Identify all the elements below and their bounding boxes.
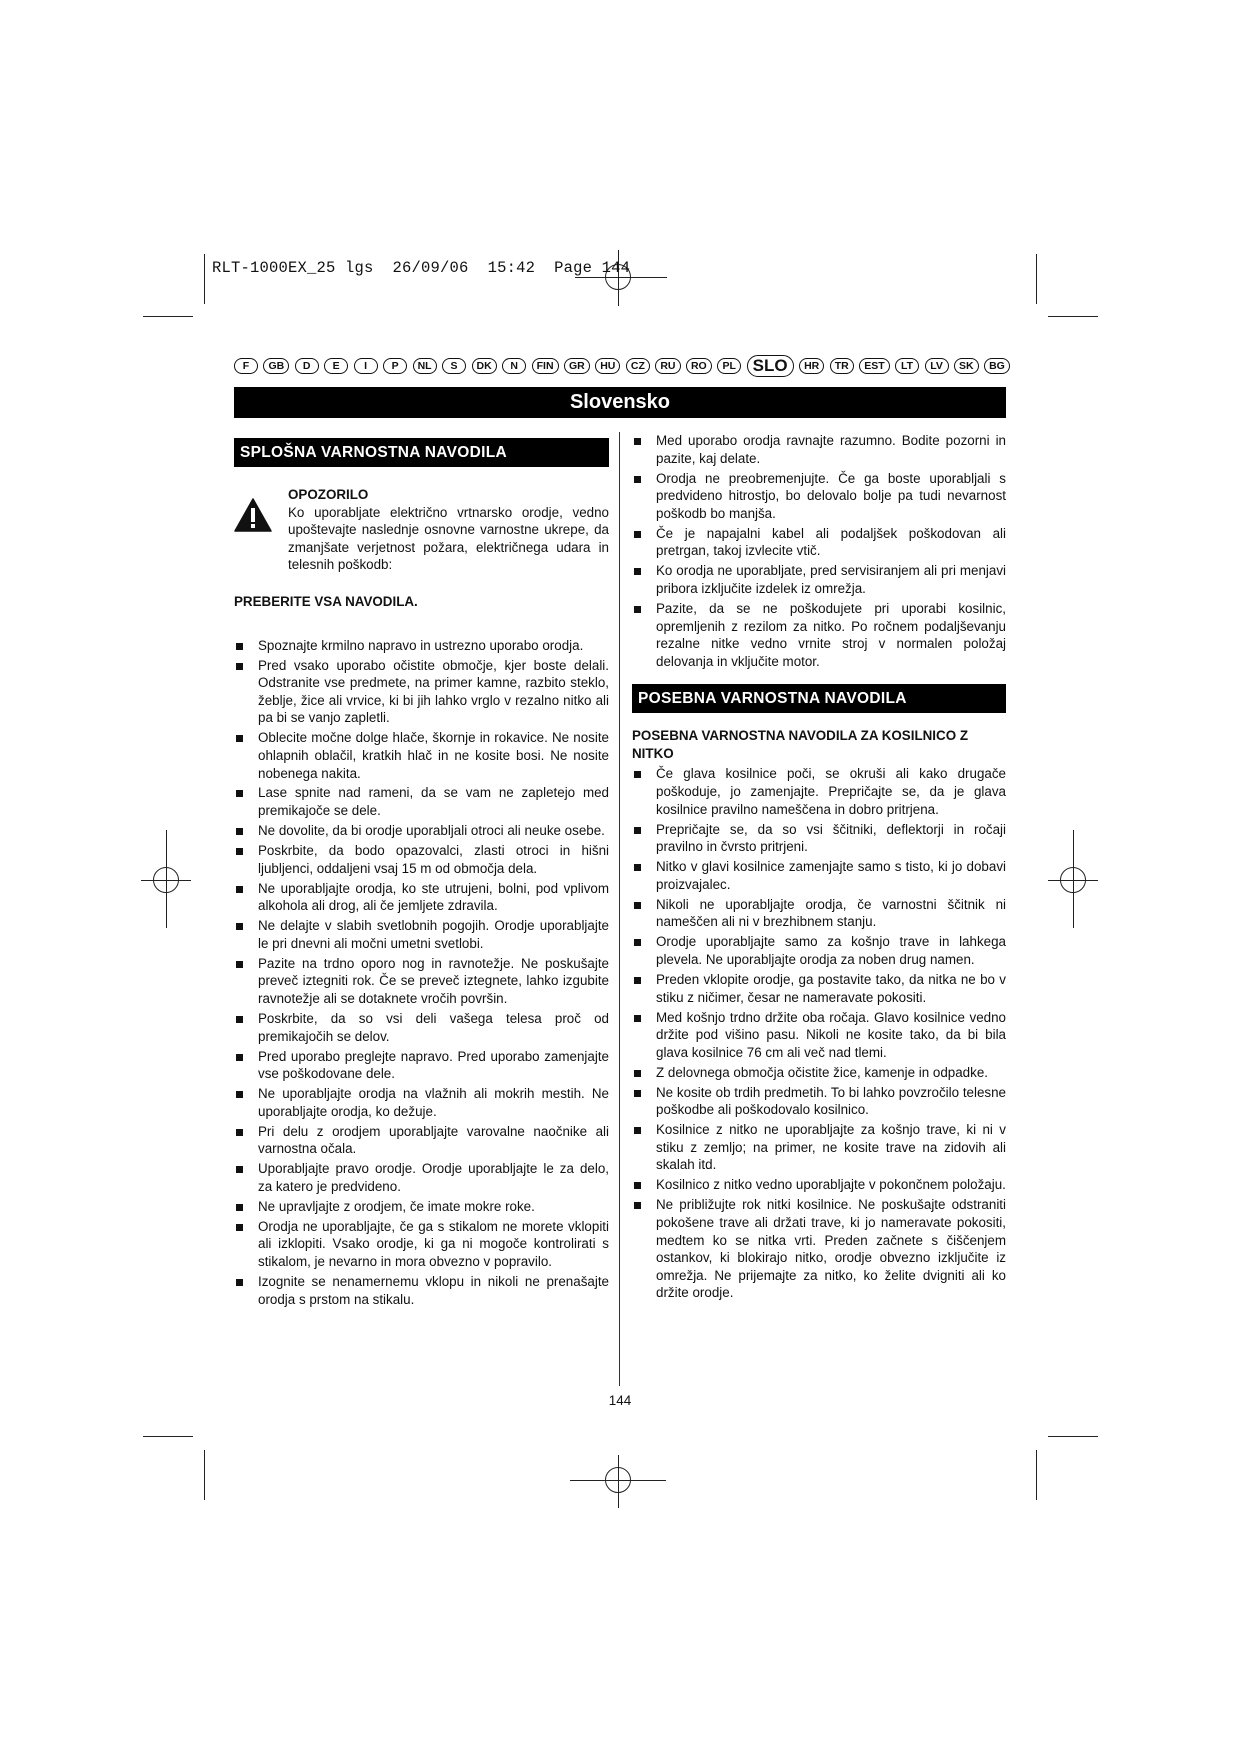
list-item: Prepričajte se, da so vsi ščitniki, deflektorji in ročaji pravilno in čvrsto pritrjeni. [632, 821, 1006, 856]
warning-text: Ko uporabljate električno vrtnarsko orodje, vedno upoštevajte naslednje osnovne varnostne ukrepe, da zmanjšate verjetnost požara, električnega udara in telesnih poškodb: [288, 504, 609, 573]
language-tab-hr: HR [799, 358, 824, 374]
list-item: Kosilnico z nitko vedno uporabljajte v pokončnem položaju. [632, 1176, 1006, 1194]
language-tab-nl: NL [413, 358, 437, 374]
right-column [632, 432, 1006, 1304]
language-banner: Slovensko [234, 387, 1006, 418]
crop-mark [1036, 1450, 1037, 1500]
crop-mark [1048, 316, 1098, 317]
language-tab-gr: GR [564, 358, 590, 374]
list-item: Nitko v glavi kosilnice zamenjajte samo s tisto, ki jo dobavi proizvajalec. [632, 858, 1006, 893]
list-item: Poskrbite, da bodo opazovalci, zlasti otroci in hišni ljubljenci, oddaljeni vsaj 15 m od območja dela. [234, 842, 609, 877]
list-item: Med košnjo trdno držite oba ročaja. Glavo kosilnice vedno držite pod višino pasu. Nikoli ne kosite tako, da bi bila glava kosilnice 76 cm ali več nad tlemi. [632, 1009, 1006, 1062]
list-item: Če glava kosilnice poči, se okruši ali kako drugače poškoduje, jo zamenjajte. Prepričajte se, da je glava kosilnice pravilno nameščena in dobro pritrjena. [632, 765, 1006, 818]
list-item: Pred uporabo preglejte napravo. Pred uporabo zamenjajte vse poškodovane dele. [234, 1048, 609, 1083]
list-item: Orodja ne uporabljajte, če ga s stikalom ne morete vklopiti ali izklopiti. Vsako orodje, ki ga ni mogoče kontrolirati s stikalom, je nevarno in mora obvezno v popravilo. [234, 1218, 609, 1271]
slug-date: 26/09/06 [392, 259, 469, 277]
language-tab-f: F [234, 358, 258, 374]
language-tab-cz: CZ [626, 358, 650, 374]
language-tab-pl: PL [717, 358, 741, 374]
section-heading-specific: POSEBNA VARNOSTNA NAVODILA [632, 684, 1006, 713]
read-all-instructions: PREBERITE VSA NAVODILA. [234, 593, 418, 609]
language-tab-hu: HU [595, 358, 620, 374]
list-item: Ne dovolite, da bi orodje uporabljali otroci ali neuke osebe. [234, 822, 609, 840]
list-item: Izognite se nenamernemu vklopu in nikoli ne prenašajte orodja s prstom na stikalu. [234, 1273, 609, 1308]
language-tab-sk: SK [954, 358, 979, 374]
list-item: Lase spnite nad rameni, da se vam ne zapletejo med premikajoče se dele. [234, 784, 609, 819]
list-item: Orodja ne preobremenjujte. Če ga boste uporabljali s predvideno hitrostjo, bo delovalo bolje pa tudi nevarnost poškodb bo manjša. [632, 470, 1006, 523]
language-tab-bg: BG [984, 358, 1010, 374]
language-tab-ro: RO [686, 358, 712, 374]
column-divider [619, 432, 620, 1386]
language-tabs [234, 357, 1010, 375]
print-slug [212, 259, 630, 277]
language-tab-s: S [442, 358, 466, 374]
list-item: Spoznajte krmilno napravo in ustrezno uporabo orodja. [234, 637, 609, 655]
list-item: Pred vsako uporabo očistite območje, kjer boste delali. Odstranite vse predmete, na primer kamne, razbito steklo, žeblje, žice ali vrvice, ki bi jih lahko vrglo v rezalno nitko ali pa bi se vanjo zapletli. [234, 657, 609, 727]
list-item: Nikoli ne uporabljajte orodja, če varnostni ščitnik ni nameščen ali ni v brezhibnem stanju. [632, 896, 1006, 931]
language-tab-fin: FIN [532, 358, 559, 374]
language-tab-est: EST [859, 358, 889, 374]
list-item: Orodje uporabljajte samo za košnjo trave in lahkega plevela. Ne uporabljajte orodja za noben drug namen. [632, 933, 1006, 968]
list-item: Ne uporabljajte orodja, ko ste utrujeni, bolni, pod vplivom alkohola ali drog, ali če jemljete zdravila. [234, 880, 609, 915]
language-tab-lt: LT [895, 358, 919, 374]
list-item: Uporabljajte pravo orodje. Orodje uporabljajte le za delo, za katero je predvideno. [234, 1160, 609, 1195]
list-item: Kosilnice z nitko ne uporabljajte za košnjo trave, ki ni v stiku z zemljo; na primer, ne kosite trave na zidovih ali skalah itd. [632, 1121, 1006, 1174]
list-item: Pazite na trdno oporo nog in ravnotežje. Ne poskušajte preveč iztegniti rok. Če se preveč iztegnete, lahko izgubite ravnotežje ali se dotaknete vročih površin. [234, 955, 609, 1008]
subheading-trimmer: POSEBNA VARNOSTNA NAVODILA ZA KOSILNICO Z NITKO [632, 728, 969, 761]
list-item: Z delovnega območja očistite žice, kamenje in odpadke. [632, 1064, 1006, 1082]
slug-page: Page 144 [554, 259, 631, 277]
left-column [234, 438, 609, 1311]
list-item: Ne uporabljajte orodja na vlažnih ali mokrih mestih. Ne uporabljajte orodja, ko dežuje. [234, 1085, 609, 1120]
language-tab-p: P [383, 358, 407, 374]
list-item: Ne upravljajte z orodjem, če imate mokre roke. [234, 1198, 609, 1216]
list-item: Ko orodja ne uporabljate, pred servisiranjem ali pri menjavi pribora izključite izdelek iz omrežja. [632, 562, 1006, 597]
crop-mark [204, 1450, 205, 1500]
slug-file: RLT-1000EX_25 lgs [212, 259, 374, 277]
trimmer-safety-list [632, 765, 1006, 1302]
warning-title: OPOZORILO [288, 487, 369, 502]
language-tab-n: N [502, 358, 526, 374]
general-safety-list-continued [632, 432, 1006, 670]
crop-mark [1048, 1436, 1098, 1437]
page-number: 144 [608, 1393, 632, 1408]
crop-mark [143, 1436, 193, 1437]
language-tab-d: D [295, 358, 319, 374]
language-tab-dk: DK [472, 358, 497, 374]
list-item: Ne približujte rok nitki kosilnice. Ne poskušajte odstraniti pokošene trave ali držati trave, ki jo nameravate pokositi, medtem ko se nitka vrti. Preden začnete s čiščenjem ostankov, ki blokirajo nitko, orodje obvezno izključite iz omrežja. Ne prijemajte za nitko, ko želite dvigniti ali ko držite orodje. [632, 1196, 1006, 1302]
section-heading-general: SPLOŠNA VARNOSTNA NAVODILA [234, 438, 609, 467]
list-item: Ne delajte v slabih svetlobnih pogojih. Orodje uporabljajte le pri dnevni ali močni umetni svetlobi. [234, 917, 609, 952]
crop-mark [204, 254, 205, 304]
list-item: Oblecite močne dolge hlače, škornje in rokavice. Ne nosite ohlapnih oblačil, kratkih hlač in ne kosite bosi. Ne nosite nobenega nakita. [234, 729, 609, 782]
slug-time: 15:42 [487, 259, 536, 277]
list-item: Poskrbite, da so vsi deli vašega telesa proč od premikajočih se delov. [234, 1010, 609, 1045]
list-item: Pri delu z orodjem uporabljajte varovalne naočnike ali varnostna očala. [234, 1123, 609, 1158]
language-tab-i: I [354, 358, 378, 374]
list-item: Če je napajalni kabel ali podaljšek poškodovan ali pretrgan, takoj izvlecite vtič. [632, 525, 1006, 560]
warning-triangle-icon [234, 486, 288, 574]
language-tab-tr: TR [830, 358, 854, 374]
warning-block [234, 486, 609, 574]
language-tab-ru: RU [655, 358, 680, 374]
list-item: Preden vklopite orodje, ga postavite tako, da nitka ne bo v stiku z ničimer, česar ne nameravate pokositi. [632, 971, 1006, 1006]
language-tab-e: E [324, 358, 348, 374]
list-item: Med uporabo orodja ravnajte razumno. Bodite pozorni in pazite, kaj delate. [632, 432, 1006, 467]
general-safety-list [234, 637, 609, 1309]
language-tab-slo: SLO [747, 355, 794, 377]
language-tab-lv: LV [925, 358, 949, 374]
language-tab-gb: GB [263, 358, 289, 374]
crop-mark [143, 316, 193, 317]
list-item: Pazite, da se ne poškodujete pri uporabi kosilnic, opremljenih z rezilom za nitko. Po ročnem podaljševanju rezalne nitke vedno vrnite stroj v normalen položaj delovanja in vključite motor. [632, 600, 1006, 670]
crop-mark [1036, 254, 1037, 304]
list-item: Ne kosite ob trdih predmetih. To bi lahko povzročilo telesne poškodbe ali poškodovalo kosilnico. [632, 1084, 1006, 1119]
